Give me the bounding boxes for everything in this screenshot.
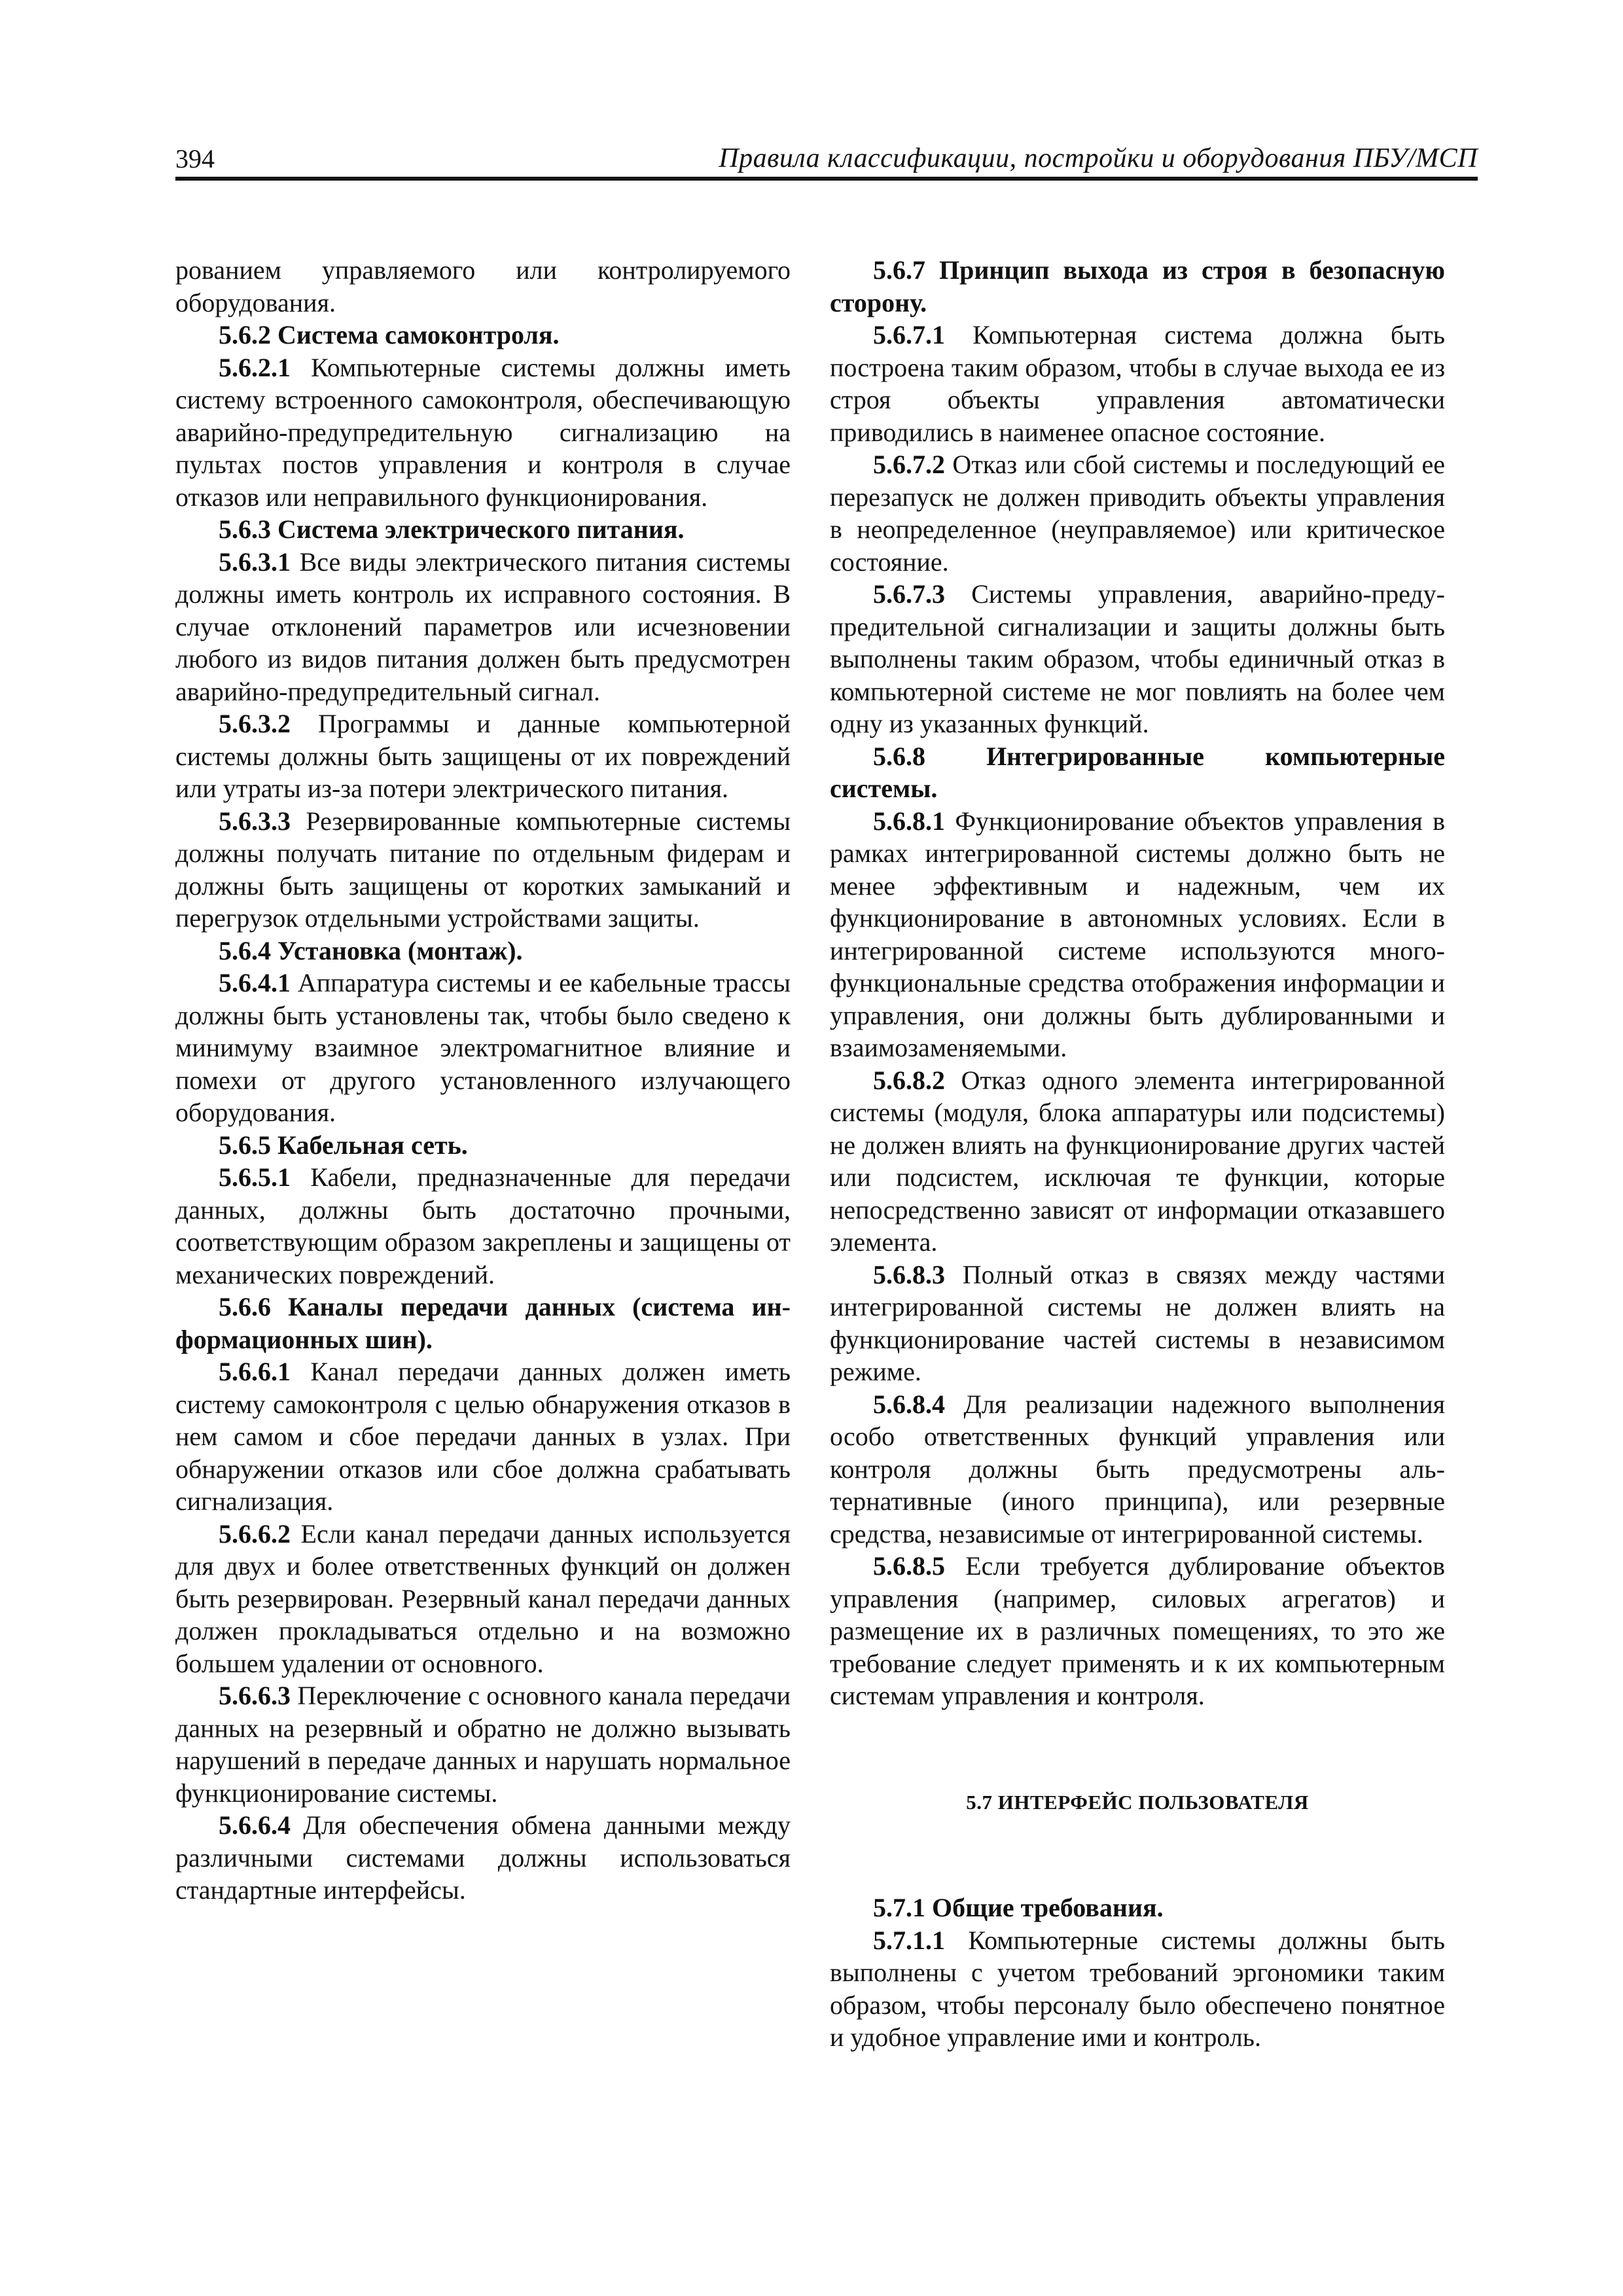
clause-number: 5.6.7.1 — [873, 320, 945, 350]
page-header — [175, 145, 1478, 178]
paragraph — [830, 319, 1445, 448]
paragraph-text: Аппаратура системы и ее кабельные трассы должны быть установлены так, чтобы было сведено к минимуму взаимное электромагнитное влияние и помехи от другого установленного излучающего оборудования. — [175, 968, 791, 1127]
paragraph — [175, 1809, 791, 1907]
clause-number: 5.6.4.1 — [219, 968, 291, 997]
clause-number: 5.6.6.3 — [219, 1681, 291, 1710]
paragraph — [175, 1355, 791, 1518]
paragraph — [830, 1259, 1445, 1388]
clause-number: 5.6.5.1 — [219, 1162, 291, 1192]
paragraph — [830, 1064, 1445, 1259]
subsection-heading — [830, 1892, 1445, 1924]
clause-number: 5.6.7.3 — [873, 579, 945, 609]
clause-number: 5.6.6.2 — [219, 1518, 291, 1549]
paragraph — [175, 254, 791, 319]
paragraph-text: Функционирование объектов управления в рамках интегрированной системы должно быть не менее эффективным и надежным, чем их функционирование в автономных условиях. Если в интегрированной системе используются многофункциональные средства отображения информации и управления, они должны быть дублированными и взаимозаменяемыми. — [830, 806, 1445, 1062]
paragraph — [175, 1518, 791, 1680]
paragraph — [175, 967, 791, 1129]
heading-text: 5.7.1 Общие требования. — [873, 1893, 1164, 1922]
clause-number: 5.6.8.2 — [873, 1065, 945, 1095]
paragraph — [830, 1550, 1445, 1712]
clause-number: 5.6.2.1 — [219, 352, 291, 382]
paragraph — [175, 708, 791, 805]
paragraph-text: Программы и данные компьютерной системы должны быть защищены от их повреждений или утраты из-за потери электрического питания. — [175, 709, 791, 803]
subsection-heading — [830, 254, 1445, 319]
subsection-heading — [175, 319, 791, 351]
paragraph-text: Все виды электрического питания системы должны иметь контроль их исправного состояния. В случае отклонений параметров или исчезновении любого из видов питания должен быть предусмотрен аварийно-предупредительный сигнал. — [175, 547, 791, 706]
clause-number: 5.6.3.1 — [219, 547, 291, 577]
paragraph-text: Канал передачи данных должен иметь систему самоконтроля с целью обнаружения отказов в нем самом и сбое передачи данных в узлах. При обнаружении отказов или сбое должна срабатывать сигнализация. — [175, 1357, 791, 1516]
clause-number: 5.6.6.4 — [219, 1810, 291, 1840]
paragraph-text: Компьютерные системы должны быть выполнены с учетом требований эргономики таким образом, чтобы персоналу было обеспечено понятное и удобное управление ими и контроль. — [830, 1925, 1445, 2052]
paragraph — [830, 578, 1445, 740]
heading-text: 5.6.5 Кабельная сеть. — [219, 1130, 468, 1160]
clause-number: 5.6.3.2 — [219, 709, 291, 738]
clause-number: 5.6.6.1 — [219, 1357, 291, 1386]
subsection-heading — [175, 1129, 791, 1162]
paragraph-text: Для обеспечения обмена данными между различными системами должны использоваться стандартные интерфейсы. — [175, 1810, 791, 1905]
subsection-heading — [175, 1291, 791, 1355]
paragraph-text: Отказ или сбой системы и последующий ее перезапуск не должен приводить объекты управления в неопределенное (неуправляемое) или критическое состояние. — [830, 450, 1445, 577]
heading-text: 5.6.8 Интегрированные компьютерные системы. — [830, 741, 1445, 803]
heading-text: 5.6.4 Установка (монтаж). — [219, 935, 523, 965]
left-column — [175, 254, 791, 1907]
page-number: 394 — [175, 144, 215, 173]
paragraph-text: Если требуется дублирование объектов управления (например, силовых агрегатов) и размещение их в различных помещениях, то это же требование следует применять и к их компьютерным системам управления и контроля. — [830, 1551, 1445, 1710]
clause-number: 5.6.3.3 — [219, 806, 291, 836]
clause-number: 5.7.1.1 — [873, 1925, 945, 1955]
heading-text: 5.6.7 Принцип выхода из строя в безопасную сторону. — [830, 255, 1445, 317]
header-rule — [175, 177, 1478, 181]
paragraph — [830, 805, 1445, 1064]
paragraph-text: Для реализации надежного выполнения особо ответственных функций управления или контроля должны быть предусмотрены альтернативные (иного принципа), или резервные средства, независимые от интегрированной системы. — [830, 1389, 1445, 1549]
paragraph — [175, 351, 791, 514]
paragraph — [175, 1679, 791, 1809]
paragraph-text: Кабели, предназначенные для передачи данных, должны быть достаточно прочными, соответствующим образом закреплены и защищены от механических повреждений. — [175, 1162, 791, 1289]
paragraph-text: рованием управляемого или контролируемого оборудования. — [175, 255, 791, 317]
paragraph — [830, 1388, 1445, 1551]
section-title: 5.7 ИНТЕРФЕЙС ПОЛЬЗОВАТЕЛЯ — [966, 1790, 1309, 1814]
paragraph-text: Отказ одного элемента интегрированной системы (модуля, блока аппаратуры или подсистемы) не должен влиять на функционирование других частей или подсистем, исключая те функции, которые непосредственно зависят от информации отказавшего элемента. — [830, 1065, 1445, 1257]
heading-text: 5.6.2 Система самоконтроля. — [219, 320, 560, 350]
heading-text: 5.6.6 Каналы передачи данных (система информационных шин). — [175, 1292, 791, 1354]
clause-number: 5.6.7.2 — [873, 450, 945, 479]
paragraph-text: Резервированные компьютерные системы должны получать питание по отдельным фидерам и должны быть защищены от коротких замыканий и перегрузок отдельными устройствами защиты. — [175, 806, 791, 933]
heading-text: 5.6.3 Система электрического питания. — [219, 514, 685, 544]
paragraph — [175, 805, 791, 935]
paragraph-text: Полный отказ в связях между частями интегрированной системы не должен влиять на функционирование частей системы в независимом режиме. — [830, 1259, 1445, 1386]
clause-number: 5.6.8.3 — [873, 1259, 945, 1289]
clause-number: 5.6.8.5 — [873, 1551, 945, 1581]
paragraph-text: Системы управления, аварийно-предупредительной сигнализации и защиты должны быть выполнены таким образом, чтобы единичный отказ в компьютерной системе не мог повлиять на более чем одну из указанных функций. — [830, 579, 1445, 738]
subsection-heading — [175, 935, 791, 967]
paragraph-text: Компьютерная система должна быть построена таким образом, чтобы в случае выхода ее из строя объекты управления автоматически приводились в наименее опасное состояние. — [830, 320, 1445, 447]
paragraph — [830, 448, 1445, 578]
paragraph — [830, 1924, 1445, 2054]
subsection-heading — [830, 740, 1445, 805]
right-column — [830, 254, 1445, 2054]
running-title: Правила классификации, постройки и оборудования ПБУ/МСП — [719, 143, 1478, 173]
subsection-heading — [175, 513, 791, 546]
paragraph — [175, 546, 791, 708]
clause-number: 5.6.8.1 — [873, 806, 945, 836]
paragraph-text: Компьютерные системы должны иметь систему встроенного самоконтроля, обеспечивающую аварийно-предупредительную сигнализацию на пультах постов управления и контроля в случае отказов или неправильного функционирования. — [175, 352, 791, 512]
paragraph-text: Переключение с основного канала передачи данных на резервный и обратно не должно вызывать нарушений в передаче данных и нарушать нормальное функционирование системы. — [175, 1681, 791, 1808]
clause-number: 5.6.8.4 — [873, 1389, 945, 1419]
paragraph-text: Если канал передачи данных используется для двух и более ответственных функций он должен быть резервирован. Резервный канал передачи данных должен прокладываться отдельно и на возможно большем удалении от основного. — [175, 1518, 791, 1678]
paragraph — [175, 1161, 791, 1291]
